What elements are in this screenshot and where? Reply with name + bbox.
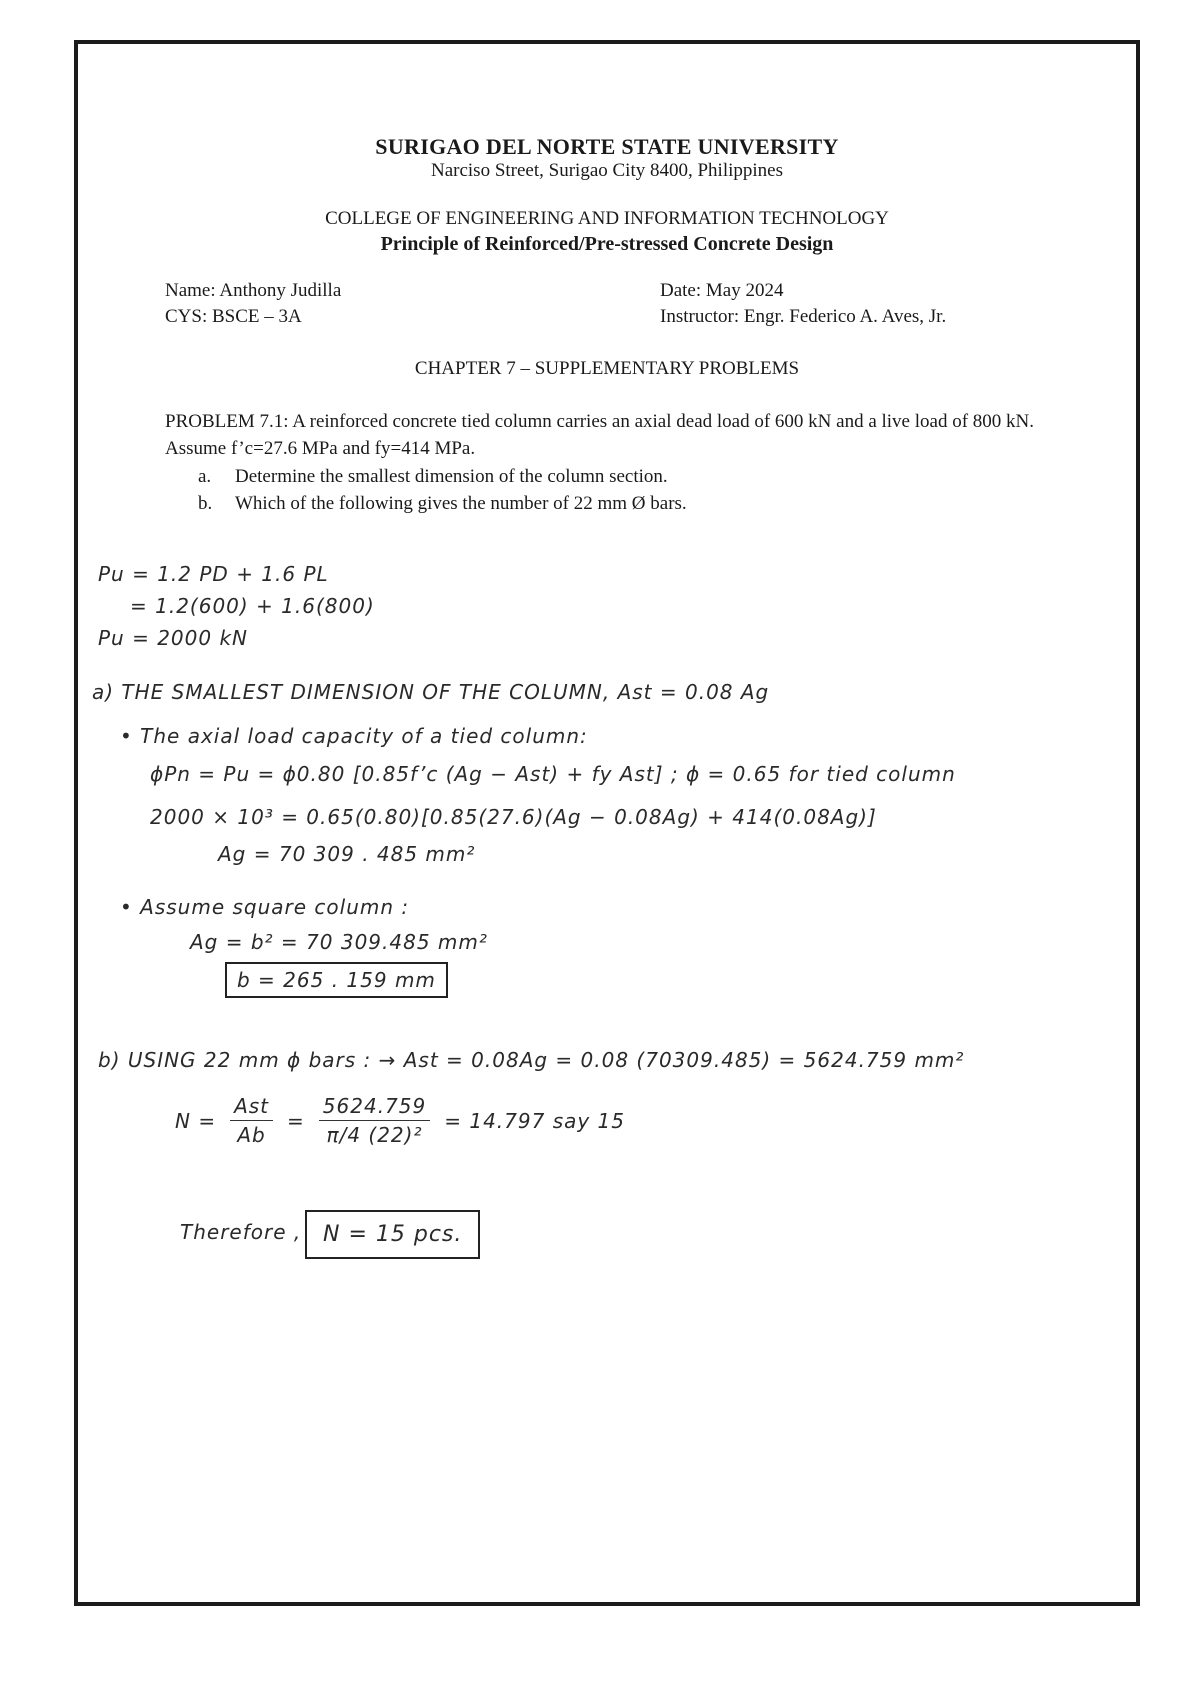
part-b-count-equation <box>175 1094 625 1147</box>
item-b-marker: b. <box>198 493 213 514</box>
numeric-fraction <box>319 1094 430 1147</box>
n-label: N = <box>175 1108 217 1133</box>
part-b-heading: b) USING 22 mm ϕ bars : → Ast = 0.08Ag = 0.08 (70309.485) = 5624.759 mm² <box>98 1048 965 1072</box>
item-b-text: Which of the following gives the number of 22 mm Ø bars. <box>235 493 687 514</box>
problem-statement: PROBLEM 7.1: A reinforced concrete tied column carries an axial dead load of 600 kN and a live load of 800 kN. Assume f’c=27.6 MPa and fy=414 MPa. <box>165 411 1034 459</box>
part-a-bullet-capacity: • The axial load capacity of a tied column: <box>120 724 588 748</box>
pu-formula: Pu = 1.2 PD + 1.6 PL <box>98 562 329 586</box>
ast-over-ab-fraction <box>230 1094 273 1147</box>
chapter-title: CHAPTER 7 – SUPPLEMENTARY PROBLEMS <box>414 358 800 379</box>
part-b-final-answer: N = 15 pcs. <box>305 1210 480 1259</box>
course-title: Principle of Reinforced/Pre-stressed Concrete Design <box>380 233 834 255</box>
part-a-substituted-equation: 2000 × 10³ = 0.65(0.80)[0.85(27.6)(Ag − 0.08Ag) + 414(0.08Ag)] <box>150 805 877 829</box>
student-name: Name: Anthony Judilla <box>165 280 342 301</box>
item-a-text: Determine the smallest dimension of the column section. <box>235 466 668 487</box>
part-a-capacity-equation: ϕPn = Pu = ϕ0.80 [0.85f’c (Ag − Ast) + fy Ast] ; ϕ = 0.65 for tied column <box>150 762 956 786</box>
item-a-marker: a. <box>198 466 212 487</box>
student-cys: CYS: BSCE – 3A <box>165 306 302 327</box>
fraction-numerator: Ast <box>230 1094 273 1121</box>
pu-result: Pu = 2000 kN <box>98 626 249 650</box>
n-value: = 14.797 say 15 <box>444 1108 626 1133</box>
pu-substitution: = 1.2(600) + 1.6(800) <box>130 594 375 618</box>
part-a-heading: a) THE SMALLEST DIMENSION OF THE COLUMN, Ast = 0.08 Ag <box>92 680 770 704</box>
part-a-final-answer: b = 265 . 159 mm <box>225 962 448 998</box>
fraction-numerator: 5624.759 <box>319 1094 430 1121</box>
part-a-bullet-square: • Assume square column : <box>120 895 410 919</box>
therefore-label: Therefore , <box>180 1220 302 1244</box>
part-a-ag-result: Ag = 70 309 . 485 mm² <box>218 842 476 866</box>
university-name: SURIGAO DEL NORTE STATE UNIVERSITY <box>375 134 839 159</box>
university-address: Narciso Street, Surigao City 8400, Philippines <box>430 160 783 181</box>
fraction-denominator: π/4 (22)² <box>326 1123 423 1147</box>
college-name: COLLEGE OF ENGINEERING AND INFORMATION TECHNOLOGY <box>325 208 889 229</box>
equals-sign: = <box>287 1108 305 1133</box>
part-a-square-equation: Ag = b² = 70 309.485 mm² <box>190 930 488 954</box>
date: Date: May 2024 <box>660 280 784 301</box>
instructor: Instructor: Engr. Federico A. Aves, Jr. <box>660 306 947 327</box>
fraction-denominator: Ab <box>237 1123 266 1147</box>
